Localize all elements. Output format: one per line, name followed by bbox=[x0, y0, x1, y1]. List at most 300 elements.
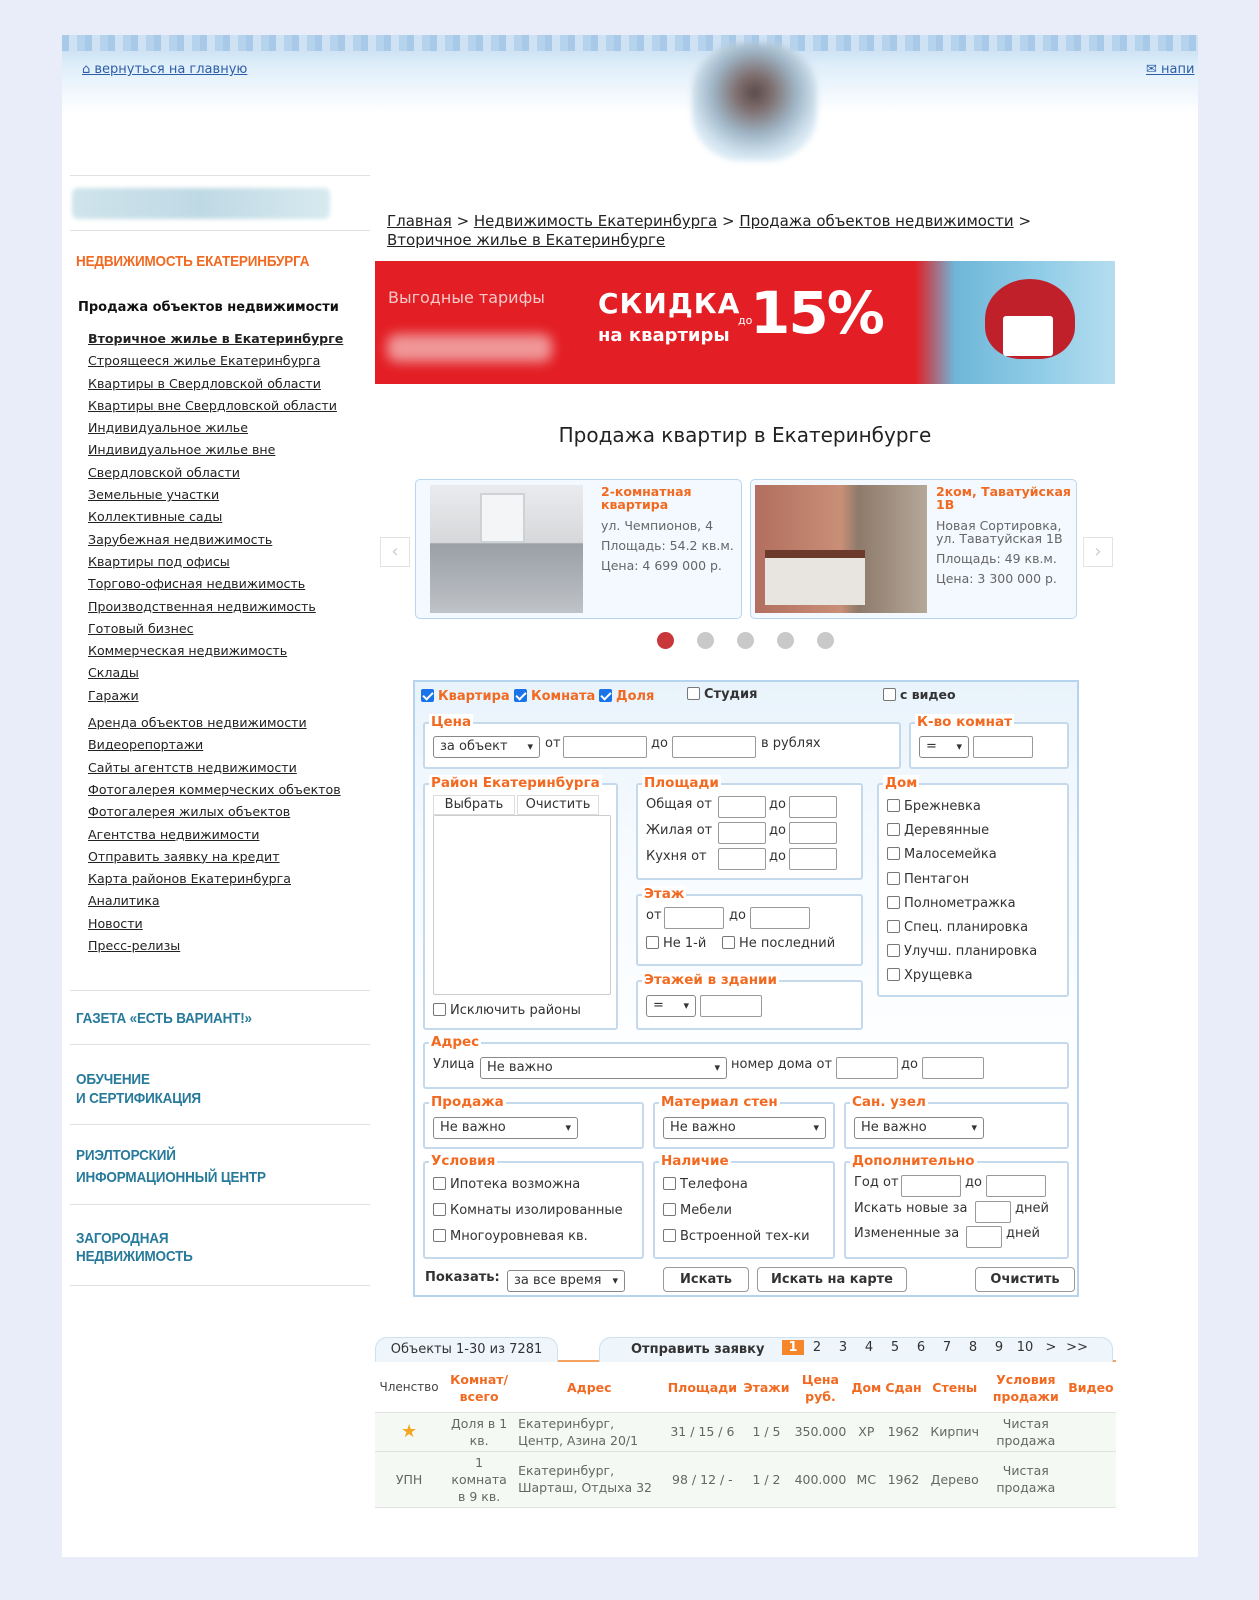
type-studio-label: Студия bbox=[704, 687, 758, 702]
street-select[interactable] bbox=[480, 1057, 727, 1079]
cell-floors: 1 / 2 bbox=[741, 1451, 791, 1507]
street-value: Не важно bbox=[487, 1060, 553, 1075]
area-total-from-input[interactable] bbox=[718, 796, 766, 818]
checkbox-icon[interactable] bbox=[887, 823, 900, 836]
floor-from-input[interactable] bbox=[664, 907, 724, 929]
price-per-select[interactable] bbox=[433, 736, 540, 758]
new-for-input[interactable] bbox=[975, 1201, 1011, 1223]
checkbox-icon[interactable] bbox=[887, 872, 900, 885]
page-link[interactable]: 1 bbox=[782, 1340, 804, 1355]
page-link[interactable]: 6 bbox=[916, 1340, 926, 1355]
floors-op-value: = bbox=[653, 998, 664, 1013]
section-country-line2: НЕДВИЖИМОСТЬ bbox=[76, 1248, 193, 1265]
floor-to-input[interactable] bbox=[750, 907, 810, 929]
type-video-label: с видео bbox=[900, 687, 956, 702]
district-choose-button[interactable]: Выбрать bbox=[433, 795, 515, 815]
listing-photo[interactable] bbox=[430, 485, 583, 613]
price-from-input[interactable] bbox=[563, 736, 647, 758]
column-header[interactable]: Дом bbox=[849, 1364, 883, 1412]
type-room[interactable] bbox=[514, 689, 595, 704]
nav-retail-office[interactable]: Торгово-офисная недвижимость bbox=[88, 576, 306, 592]
nav-subitem bbox=[88, 439, 370, 484]
address-fieldset bbox=[423, 1034, 1069, 1089]
floor-legend: Этаж bbox=[644, 886, 685, 902]
walls-fieldset bbox=[653, 1094, 835, 1149]
new-for-label: Искать новые за bbox=[854, 1201, 968, 1216]
carousel-dot[interactable] bbox=[697, 632, 714, 649]
cell-video bbox=[1066, 1451, 1116, 1507]
floor-from-label: от bbox=[646, 908, 662, 923]
banner-subtitle: на квартиры bbox=[598, 325, 730, 346]
nav-subitem bbox=[88, 662, 370, 684]
section-newspaper[interactable]: ГАЗЕТА «ЕСТЬ ВАРИАНТ!» bbox=[76, 1010, 252, 1027]
price-fieldset bbox=[423, 714, 901, 769]
cell-rooms: 1 комната в 9 кв. bbox=[443, 1451, 515, 1507]
area-kitchen-from-input[interactable] bbox=[718, 848, 766, 870]
cell-terms: Чистая продажа bbox=[986, 1412, 1066, 1451]
option-label: Многоуровневая кв. bbox=[450, 1229, 588, 1244]
nav-item bbox=[88, 734, 370, 756]
sidebar-nav bbox=[78, 300, 370, 957]
carousel-dot[interactable] bbox=[657, 632, 674, 649]
type-apartment-label: Квартира bbox=[438, 689, 510, 704]
page-link[interactable]: 8 bbox=[968, 1340, 978, 1355]
carousel-dots bbox=[657, 632, 857, 653]
section-realtor-center[interactable] bbox=[76, 1145, 266, 1189]
banner-tag: Выгодные тарифы bbox=[388, 288, 545, 307]
chevron-down-icon: ▾ bbox=[565, 1121, 571, 1134]
listing-card[interactable] bbox=[415, 479, 742, 619]
cell-video bbox=[1066, 1412, 1116, 1451]
column-header[interactable]: Этажи bbox=[741, 1364, 791, 1412]
nav-item bbox=[88, 913, 370, 935]
section-realtor-line1: РИЭЛТОРСКИЙ bbox=[76, 1147, 176, 1164]
checkbox-icon[interactable] bbox=[687, 687, 700, 700]
nav-individual[interactable]: Индивидуальное жилье bbox=[88, 420, 248, 436]
option-item[interactable] bbox=[887, 944, 1037, 959]
crumb-sale[interactable]: Продажа объектов недвижимости bbox=[739, 212, 1014, 230]
nav-item bbox=[88, 846, 370, 868]
nav-gallery-residential[interactable]: Фотогалерея жилых объектов bbox=[88, 804, 291, 820]
checkbox-icon[interactable] bbox=[663, 1177, 676, 1190]
nav-item bbox=[88, 779, 370, 801]
nav-sale[interactable]: Продажа объектов недвижимости bbox=[78, 300, 339, 315]
checkbox-icon[interactable] bbox=[722, 936, 735, 949]
checkbox-icon[interactable] bbox=[887, 799, 900, 812]
walls-select[interactable] bbox=[663, 1117, 826, 1139]
cell-rooms: Доля в 1 кв. bbox=[443, 1412, 515, 1451]
option-label: Встроенной тех-ки bbox=[680, 1229, 810, 1244]
price-to-input[interactable] bbox=[672, 736, 756, 758]
listing-photo[interactable] bbox=[755, 485, 927, 613]
from-text: от bbox=[696, 797, 712, 812]
option-item[interactable] bbox=[887, 823, 989, 838]
checkbox-icon[interactable] bbox=[663, 1229, 676, 1242]
checkbox-icon[interactable] bbox=[887, 896, 900, 909]
listing-address: ул. Чемпионов, 4 bbox=[601, 518, 714, 533]
floor-not-last[interactable] bbox=[722, 936, 835, 951]
back-home-link[interactable]: ⌂ вернуться на главную bbox=[82, 62, 248, 77]
nav-press[interactable]: Пресс-релизы bbox=[88, 938, 181, 954]
chevron-down-icon: ▾ bbox=[971, 1121, 977, 1134]
nav-subitem bbox=[88, 373, 370, 395]
breadcrumb bbox=[387, 212, 1087, 250]
divider bbox=[70, 1204, 370, 1205]
nav-sverdlovsk[interactable]: Квартиры в Свердловской области bbox=[88, 375, 321, 391]
listing-price: Цена: 4 699 000 р. bbox=[601, 558, 722, 573]
checkbox-icon[interactable] bbox=[599, 689, 612, 702]
address-legend: Адрес bbox=[431, 1034, 480, 1050]
nav-item bbox=[88, 801, 370, 823]
nav-agencies[interactable]: Агентства недвижимости bbox=[88, 826, 260, 842]
nav-outside-sverdlovsk[interactable]: Квартиры вне Свердловской области bbox=[88, 397, 337, 413]
chevron-down-icon: ▾ bbox=[683, 999, 689, 1012]
page-title: Продажа квартир в Екатеринбурге bbox=[558, 423, 932, 447]
divider bbox=[70, 230, 370, 231]
cell-terms: Чистая продажа bbox=[986, 1451, 1066, 1507]
carousel-next-button[interactable]: › bbox=[1083, 537, 1113, 567]
table-row[interactable] bbox=[375, 1412, 1116, 1451]
nav-item bbox=[88, 890, 370, 912]
crumb-sep: > bbox=[717, 212, 740, 230]
crumb-realty[interactable]: Недвижимость Екатеринбурга bbox=[473, 212, 718, 230]
cell-walls: Дерево bbox=[924, 1451, 986, 1507]
changed-for-label: Измененные за bbox=[854, 1226, 960, 1241]
crumb-secondary[interactable]: Вторичное жилье в Екатеринбурге bbox=[387, 231, 666, 249]
checkbox-icon[interactable] bbox=[887, 920, 900, 933]
district-fieldset bbox=[423, 775, 618, 1030]
column-header[interactable]: Видео bbox=[1066, 1364, 1116, 1412]
nav-commercial[interactable]: Коммерческая недвижимость bbox=[88, 643, 288, 659]
bath-value: Не важно bbox=[861, 1120, 927, 1135]
rooms-input[interactable] bbox=[973, 736, 1033, 758]
checkbox-icon[interactable] bbox=[883, 688, 896, 701]
table-row[interactable] bbox=[375, 1451, 1116, 1507]
area-kitchen-label bbox=[646, 849, 707, 864]
cell-built: 1962 bbox=[883, 1451, 923, 1507]
nav-subitem bbox=[88, 484, 370, 506]
option-item[interactable] bbox=[433, 1203, 623, 1218]
column-header[interactable]: Комнат/ всего bbox=[443, 1364, 515, 1412]
header-sky-decoration bbox=[62, 35, 1198, 51]
sidebar-title: НЕДВИЖИМОСТЬ ЕКАТЕРИНБУРГА bbox=[76, 253, 310, 270]
option-label: Брежневка bbox=[904, 799, 981, 814]
rooms-op-select[interactable] bbox=[919, 736, 969, 758]
checkbox-icon[interactable] bbox=[887, 968, 900, 981]
option-item[interactable] bbox=[887, 968, 973, 983]
cell-house: ХР bbox=[849, 1412, 883, 1451]
sale-select[interactable] bbox=[433, 1117, 578, 1139]
area-living-to-input[interactable] bbox=[789, 822, 837, 844]
nav-subitem bbox=[88, 596, 370, 618]
district-exclude[interactable] bbox=[433, 1003, 581, 1018]
cell-price: 350.000 bbox=[792, 1412, 850, 1451]
option-item[interactable] bbox=[663, 1229, 810, 1244]
checkbox-icon[interactable] bbox=[887, 944, 900, 957]
promo-banner[interactable] bbox=[375, 261, 1115, 384]
search-button[interactable]: Искать bbox=[663, 1267, 749, 1292]
type-room-label: Комната bbox=[531, 689, 596, 704]
page-link[interactable]: 3 bbox=[838, 1340, 848, 1355]
show-period-value: за все время bbox=[514, 1273, 602, 1288]
days-label: дней bbox=[1015, 1201, 1049, 1216]
option-label: Комнаты изолированные bbox=[450, 1203, 623, 1218]
nav-subitem bbox=[88, 618, 370, 640]
column-header[interactable]: Сдан bbox=[883, 1364, 923, 1412]
banner-discount: СКИДКА bbox=[598, 287, 741, 320]
crumb-sep: > bbox=[451, 212, 474, 230]
floors-legend: Этажей в здании bbox=[644, 972, 777, 988]
carousel-dot[interactable] bbox=[737, 632, 754, 649]
house-from-input[interactable] bbox=[836, 1057, 898, 1079]
page-link[interactable]: 9 bbox=[994, 1340, 1004, 1355]
column-header[interactable]: Площади bbox=[663, 1364, 741, 1412]
area-total-label bbox=[646, 797, 712, 812]
walls-legend: Материал стен bbox=[661, 1094, 778, 1110]
nav-video[interactable]: Видеорепортажи bbox=[88, 737, 204, 753]
star-icon: ★ bbox=[375, 1412, 443, 1451]
chevron-down-icon: ▾ bbox=[714, 1061, 720, 1074]
page-link[interactable]: 5 bbox=[890, 1340, 900, 1355]
option-label: Полнометражка bbox=[904, 895, 1016, 911]
nav-individual-outside[interactable]: Индивидуальное жилье вне Свердловской области bbox=[88, 442, 276, 480]
nav-subitem bbox=[88, 506, 370, 528]
listing-title: 2-комнатная квартира bbox=[601, 484, 692, 512]
nav-subitem bbox=[88, 685, 370, 707]
column-header[interactable]: Членство bbox=[375, 1364, 443, 1412]
banner-logo bbox=[387, 334, 552, 362]
nav-item bbox=[88, 712, 370, 734]
district-exclude-label: Исключить районы bbox=[450, 1003, 581, 1018]
option-item[interactable] bbox=[433, 1229, 588, 1244]
nav-secondary-housing[interactable]: Вторичное жилье в Екатеринбурге bbox=[88, 331, 344, 346]
section-education[interactable] bbox=[76, 1070, 201, 1108]
checkbox-icon[interactable] bbox=[433, 1229, 446, 1242]
checkbox-icon[interactable] bbox=[433, 1177, 446, 1190]
year-from-input[interactable] bbox=[901, 1175, 961, 1197]
house-legend: Дом bbox=[885, 775, 918, 791]
column-header[interactable]: Условия продажи bbox=[986, 1364, 1066, 1412]
area-kitchen-to-input[interactable] bbox=[789, 848, 837, 870]
cell-built: 1962 bbox=[883, 1412, 923, 1451]
option-item[interactable] bbox=[887, 920, 1028, 935]
page bbox=[62, 35, 1198, 1557]
option-item[interactable] bbox=[887, 872, 969, 887]
year-to-input[interactable] bbox=[986, 1175, 1046, 1197]
nav-garages[interactable]: Гаражи bbox=[88, 687, 139, 703]
checkbox-icon[interactable] bbox=[646, 936, 659, 949]
chevron-down-icon: ▾ bbox=[813, 1121, 819, 1134]
house-fieldset bbox=[877, 775, 1069, 997]
page-link[interactable]: >> bbox=[1066, 1340, 1088, 1355]
option-label: Мебели bbox=[680, 1203, 732, 1218]
listing-card[interactable] bbox=[750, 479, 1077, 619]
type-share[interactable] bbox=[599, 689, 654, 704]
section-education-line1: ОБУЧЕНИЕ bbox=[76, 1071, 150, 1088]
chevron-down-icon: ▾ bbox=[527, 740, 533, 753]
district-legend: Район Екатеринбурга bbox=[431, 775, 600, 791]
option-item[interactable] bbox=[887, 896, 1016, 911]
bath-select[interactable] bbox=[854, 1117, 984, 1139]
results-count-tab: Объекты 1-30 из 7281 bbox=[375, 1337, 558, 1362]
page-link[interactable]: > bbox=[1045, 1340, 1057, 1355]
cell-address: Екатеринбург, Центр, Азина 20/1 bbox=[515, 1412, 663, 1451]
nav-gallery-commercial[interactable]: Фотогалерея коммерческих объектов bbox=[88, 781, 341, 797]
checkbox-icon[interactable] bbox=[663, 1203, 676, 1216]
floors-op-select[interactable] bbox=[646, 995, 696, 1017]
nav-new-housing[interactable]: Строящееся жилье Екатеринбурга bbox=[88, 353, 321, 369]
option-item[interactable] bbox=[887, 847, 997, 862]
option-item[interactable] bbox=[663, 1177, 748, 1192]
section-education-line2: И СЕРТИФИКАЦИЯ bbox=[76, 1090, 201, 1107]
floor-not-first[interactable] bbox=[646, 936, 706, 951]
listing-area: Площадь: 49 кв.м. bbox=[936, 551, 1057, 566]
nav-gardens[interactable]: Коллективные сады bbox=[88, 509, 223, 525]
type-share-label: Доля bbox=[616, 689, 655, 704]
nav-business[interactable]: Готовый бизнес bbox=[88, 620, 194, 636]
section-realtor-line2: ИНФОРМАЦИОННЫЙ ЦЕНТР bbox=[76, 1169, 266, 1186]
results-tabs bbox=[375, 1337, 1116, 1362]
nav-rent[interactable]: Аренда объектов недвижимости bbox=[88, 715, 307, 731]
district-list[interactable] bbox=[433, 815, 611, 995]
listing-carousel bbox=[380, 477, 1113, 617]
sale-legend: Продажа bbox=[431, 1094, 504, 1110]
nav-foreign[interactable]: Зарубежная недвижимость bbox=[88, 531, 273, 547]
rooms-fieldset bbox=[909, 714, 1069, 769]
nav-subitem bbox=[88, 350, 370, 372]
option-item[interactable] bbox=[433, 1177, 580, 1192]
cell-member: УПН bbox=[375, 1451, 443, 1507]
area-living-label bbox=[646, 823, 712, 838]
banner-percent: 15% bbox=[750, 279, 883, 347]
listing-area: Площадь: 54.2 кв.м. bbox=[601, 538, 734, 553]
search-on-map-button[interactable]: Искать на карте bbox=[757, 1267, 907, 1292]
nav-subitem bbox=[88, 395, 370, 417]
option-item[interactable] bbox=[663, 1203, 732, 1218]
column-header[interactable]: Стены bbox=[924, 1364, 986, 1412]
area-total-to-input[interactable] bbox=[789, 796, 837, 818]
area-total-text: Общая bbox=[646, 797, 693, 812]
listing-title: 2ком, Таватуйская 1В bbox=[936, 484, 1071, 512]
option-label: Хрущевка bbox=[904, 968, 973, 984]
option-label: Телефона bbox=[680, 1177, 748, 1192]
search-form bbox=[413, 680, 1079, 1297]
cell-house: МС bbox=[849, 1451, 883, 1507]
nav-item bbox=[88, 824, 370, 846]
presence-fieldset bbox=[653, 1153, 835, 1259]
nav-sublist bbox=[78, 328, 370, 707]
divider bbox=[70, 1044, 370, 1045]
option-label: Спец. планировка bbox=[904, 920, 1029, 935]
street-label: Улица bbox=[433, 1057, 475, 1072]
page-link[interactable]: 4 bbox=[864, 1340, 874, 1355]
type-video[interactable] bbox=[883, 687, 956, 702]
column-header[interactable]: Цена руб. bbox=[792, 1364, 850, 1412]
walls-value: Не важно bbox=[670, 1120, 736, 1135]
page-link[interactable]: 10 bbox=[1016, 1340, 1034, 1355]
from-text: от bbox=[696, 823, 713, 838]
section-country[interactable] bbox=[76, 1230, 193, 1266]
page-link[interactable]: 7 bbox=[942, 1340, 952, 1355]
nav-map[interactable]: Карта районов Екатеринбурга bbox=[88, 871, 292, 887]
listing-price: Цена: 3 300 000 р. bbox=[936, 571, 1057, 586]
area-living-from-input[interactable] bbox=[718, 822, 766, 844]
nav-analytics[interactable]: Аналитика bbox=[88, 893, 160, 909]
column-header[interactable]: Адрес bbox=[515, 1364, 663, 1412]
floor-fieldset bbox=[636, 886, 863, 966]
house-to-input[interactable] bbox=[922, 1057, 984, 1079]
floor-not-first-label: Не 1-й bbox=[663, 936, 707, 951]
blurred-banner bbox=[72, 188, 330, 219]
crumb-home[interactable]: Главная bbox=[387, 212, 452, 230]
checkbox-icon[interactable] bbox=[421, 689, 434, 702]
checkbox-icon[interactable] bbox=[514, 689, 527, 702]
price-legend: Цена bbox=[431, 714, 472, 730]
checkbox-icon[interactable] bbox=[887, 847, 900, 860]
site-logo[interactable] bbox=[692, 43, 817, 161]
area-legend: Площади bbox=[644, 775, 719, 791]
write-link[interactable]: ✉ напи bbox=[1146, 62, 1195, 77]
nav-warehouses[interactable]: Склады bbox=[88, 665, 139, 681]
nav-industrial[interactable]: Производственная недвижимость bbox=[88, 598, 316, 614]
option-label: Малосемейка bbox=[904, 847, 997, 863]
option-item[interactable] bbox=[887, 799, 981, 814]
carousel-prev-button[interactable]: ‹ bbox=[380, 537, 410, 567]
results-table bbox=[375, 1364, 1116, 1508]
conditions-legend: Условия bbox=[431, 1153, 496, 1169]
carousel-dot[interactable] bbox=[817, 632, 834, 649]
checkbox-icon[interactable] bbox=[433, 1203, 446, 1216]
nav-credit[interactable]: Отправить заявку на кредит bbox=[88, 848, 280, 864]
nav-land[interactable]: Земельные участки bbox=[88, 487, 220, 503]
changed-for-input[interactable] bbox=[966, 1226, 1002, 1248]
section-country-line1: ЗАГОРОДНАЯ bbox=[76, 1230, 169, 1247]
nav-agency-sites[interactable]: Сайты агентств недвижимости bbox=[88, 759, 297, 775]
clear-button[interactable]: Очистить bbox=[975, 1267, 1075, 1292]
to-label: до bbox=[769, 823, 786, 838]
show-period-select[interactable] bbox=[507, 1270, 625, 1292]
nav-item bbox=[88, 757, 370, 779]
district-clear-button[interactable]: Очистить bbox=[517, 795, 599, 815]
nav-item bbox=[88, 868, 370, 890]
type-studio[interactable] bbox=[687, 687, 758, 702]
carousel-dot[interactable] bbox=[777, 632, 794, 649]
chevron-down-icon: ▾ bbox=[956, 740, 962, 753]
type-apartment[interactable] bbox=[421, 689, 510, 704]
send-request-link[interactable]: Отправить заявку bbox=[631, 1342, 765, 1357]
nav-list bbox=[78, 712, 370, 957]
bed-shape bbox=[765, 550, 865, 605]
from-text: от bbox=[691, 849, 707, 864]
extra-legend: Дополнительно bbox=[852, 1153, 975, 1169]
divider bbox=[70, 990, 370, 991]
floors-input[interactable] bbox=[700, 995, 762, 1017]
checkbox-icon[interactable] bbox=[433, 1003, 446, 1016]
house-number-label: номер дома от bbox=[731, 1057, 833, 1072]
floors-fieldset bbox=[636, 972, 863, 1030]
nav-news[interactable]: Новости bbox=[88, 915, 143, 931]
divider bbox=[70, 1285, 370, 1286]
results bbox=[375, 1337, 1116, 1557]
pagination bbox=[782, 1340, 1090, 1355]
price-per-value: за объект bbox=[440, 739, 508, 754]
year-to-label: до bbox=[965, 1175, 982, 1190]
sale-fieldset bbox=[423, 1094, 644, 1149]
chevron-down-icon: ▾ bbox=[612, 1274, 618, 1287]
nav-offices[interactable]: Квартиры под офисы bbox=[88, 553, 230, 569]
page-link[interactable]: 2 bbox=[812, 1340, 822, 1355]
area-living-text: Жилая bbox=[646, 823, 693, 838]
